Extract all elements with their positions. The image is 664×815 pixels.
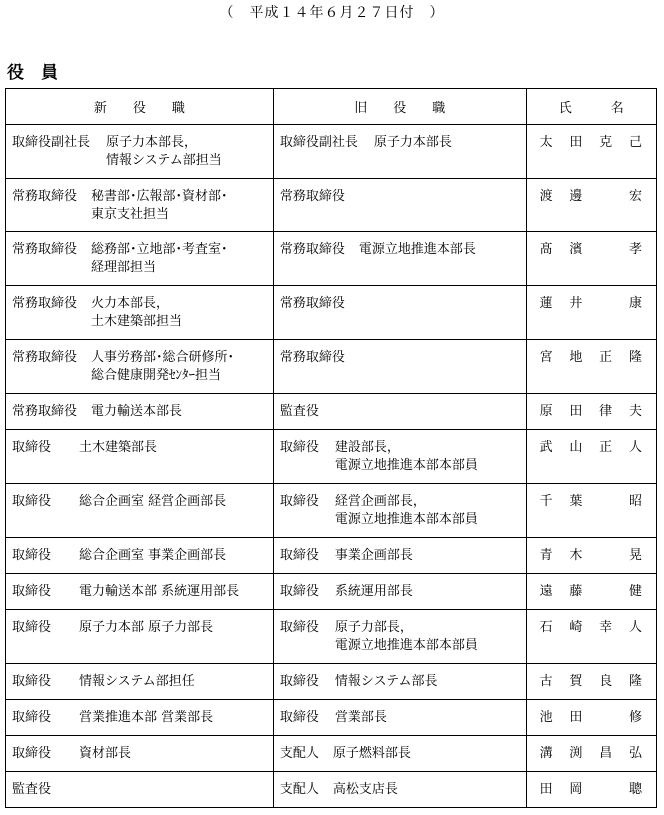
table-row (6, 484, 657, 538)
table-row (6, 286, 657, 340)
old-title: 常務取締役 (279, 296, 345, 311)
name-character: 聰 (628, 782, 642, 797)
table-row (6, 610, 657, 664)
old-department: 事業企画部長 (334, 548, 413, 563)
old-department (345, 349, 359, 367)
old-title: 取締役副社長 (279, 135, 358, 150)
name-character: 石 (539, 620, 553, 635)
name-character (599, 295, 612, 313)
name-character: 溝 (539, 746, 553, 761)
old-position-cell (273, 286, 526, 340)
new-title: 取締役 (12, 548, 52, 563)
name-character: 濱 (569, 242, 583, 257)
name-character: 蓮 (539, 296, 553, 311)
name-character: 青 (539, 548, 553, 563)
column-header-new-position: 新 役 職 (6, 89, 274, 125)
section-title: 役 員 (7, 63, 58, 83)
old-title: 取締役 (279, 548, 319, 563)
old-department (319, 403, 333, 421)
new-department: 営業推進本部 営業部長 (79, 710, 214, 725)
name-character (599, 781, 612, 799)
old-position-cell (273, 430, 526, 484)
old-department: 情報システム部長 (334, 674, 438, 689)
name-cell (526, 538, 656, 574)
name-character: 藤 (569, 584, 583, 599)
new-department: 秘書部･広報部･資材部･ 東京支社担当 (91, 189, 228, 222)
name-cell (526, 232, 656, 286)
old-department: 経営企画部長， 電源立地推進本部本部員 (334, 494, 478, 527)
new-title: 取締役 (12, 440, 52, 455)
new-department: 火力本部長， 土木建築部担当 (91, 296, 183, 329)
new-department: 電力輸送本部長 (91, 404, 183, 419)
name-cell (526, 772, 656, 808)
old-title: 取締役 (279, 620, 319, 635)
table-row (6, 700, 657, 736)
new-position-cell (6, 610, 274, 664)
name-character: 田 (569, 710, 583, 725)
name-character: 正 (599, 350, 613, 365)
announcement-date: （ 平成１４年６月２７日付 ） (219, 5, 445, 21)
old-title: 取締役 (279, 440, 319, 455)
name-character: 晃 (628, 548, 642, 563)
new-title: 取締役副社長 (12, 135, 91, 150)
name-character: 修 (628, 710, 642, 725)
name-character: 古 (539, 674, 553, 689)
name-cell (526, 610, 656, 664)
new-title: 監査役 (12, 782, 52, 797)
table-row (6, 736, 657, 772)
old-position-cell (273, 772, 526, 808)
table-header-row (6, 89, 657, 125)
name-character: 孝 (628, 242, 642, 257)
new-position-cell (6, 232, 274, 286)
old-title: 取締役 (279, 710, 319, 725)
new-department: 土木建築部長 (79, 440, 158, 455)
name-cell (526, 394, 656, 430)
name-character: 渡 (539, 189, 553, 204)
new-department: 人事労務部･総合研修所･ 総合健康開発ｾﾝﾀｰ担当 (91, 350, 235, 383)
name-character: 隆 (628, 350, 642, 365)
old-position-cell (273, 340, 526, 394)
new-position-cell (6, 340, 274, 394)
name-character: 井 (569, 296, 583, 311)
old-department: 系統運用部長 (334, 584, 413, 599)
new-position-cell (6, 772, 274, 808)
name-character: 崎 (569, 620, 583, 635)
new-position-cell (6, 125, 274, 179)
new-position-cell (6, 736, 274, 772)
old-position-cell (273, 484, 526, 538)
old-department: 原子力部長， 電源立地推進本部本部員 (334, 620, 478, 653)
old-position-cell (273, 394, 526, 430)
name-character (599, 241, 612, 259)
old-title: 取締役 (279, 584, 319, 599)
old-title: 取締役 (279, 674, 319, 689)
old-title: 支配人 (279, 746, 319, 761)
new-department: 総務部･立地部･考査室･ 経理部担当 (91, 242, 228, 275)
new-position-cell (6, 484, 274, 538)
name-character: 幸 (599, 620, 613, 635)
new-position-cell (6, 286, 274, 340)
new-title: 常務取締役 (12, 296, 78, 311)
new-title: 取締役 (12, 584, 52, 599)
personnel-table (5, 88, 657, 808)
old-position-cell (273, 664, 526, 700)
name-cell (526, 700, 656, 736)
name-character: 正 (599, 440, 613, 455)
column-header-name: 氏 名 (526, 89, 656, 125)
name-character: 邊 (569, 189, 583, 204)
new-position-cell (6, 700, 274, 736)
name-character: 田 (569, 404, 583, 419)
table-row (6, 232, 657, 286)
old-position-cell (273, 179, 526, 232)
name-character: 原 (539, 404, 553, 419)
name-cell (526, 125, 656, 179)
name-character: 己 (628, 135, 642, 150)
table-row (6, 340, 657, 394)
new-department: 総合企画室 経営企画部長 (79, 494, 227, 509)
new-department: 資材部長 (79, 746, 132, 761)
old-title: 取締役 (279, 494, 319, 509)
name-cell (526, 179, 656, 232)
old-position-cell (273, 232, 526, 286)
name-character: 賀 (569, 674, 583, 689)
name-character (599, 709, 612, 727)
new-title: 取締役 (12, 746, 52, 761)
table-row (6, 664, 657, 700)
new-title: 常務取締役 (12, 242, 78, 257)
name-character: 千 (539, 494, 553, 509)
name-character: 隆 (628, 674, 642, 689)
old-position-cell (273, 700, 526, 736)
new-department: 情報システム部担任 (79, 674, 195, 689)
old-position-cell (273, 610, 526, 664)
name-character: 田 (539, 782, 553, 797)
name-character: 太 (539, 135, 553, 150)
name-cell (526, 664, 656, 700)
new-position-cell (6, 430, 274, 484)
name-character: 宮 (539, 350, 553, 365)
name-character (599, 493, 612, 511)
new-position-cell (6, 574, 274, 610)
old-department: 建設部長， 電源立地推進本部本部員 (334, 440, 478, 473)
table-row (6, 430, 657, 484)
name-character: 遠 (539, 584, 553, 599)
name-character: 人 (628, 620, 642, 635)
old-department: 原子燃料部長 (332, 746, 411, 761)
new-position-cell (6, 664, 274, 700)
old-department (345, 188, 359, 206)
name-character: 昌 (599, 746, 613, 761)
name-cell (526, 340, 656, 394)
new-position-cell (6, 179, 274, 232)
old-department: 原子力本部長 (373, 135, 452, 150)
table-row (6, 394, 657, 430)
new-department (51, 781, 79, 799)
old-title: 常務取締役 (279, 242, 345, 257)
name-character: 山 (569, 440, 583, 455)
name-character: 木 (569, 548, 583, 563)
old-department (345, 295, 359, 313)
name-cell (526, 484, 656, 538)
name-character: 健 (628, 584, 642, 599)
new-title: 取締役 (12, 674, 52, 689)
new-title: 常務取締役 (12, 189, 78, 204)
new-department: 電力輸送本部 系統運用部長 (79, 584, 240, 599)
old-title: 常務取締役 (279, 350, 345, 365)
old-position-cell (273, 574, 526, 610)
new-title: 取締役 (12, 620, 52, 635)
name-character: 人 (628, 440, 642, 455)
name-character: 夫 (628, 404, 642, 419)
new-department: 原子力本部長， 情報システム部担当 (106, 135, 222, 168)
table-row (6, 772, 657, 808)
old-title: 常務取締役 (279, 189, 345, 204)
old-department: 営業部長 (334, 710, 387, 725)
name-cell (526, 430, 656, 484)
new-title: 取締役 (12, 494, 52, 509)
name-character: 髙 (539, 242, 553, 257)
name-character (599, 547, 612, 565)
name-character: 葉 (569, 494, 583, 509)
new-title: 取締役 (12, 710, 52, 725)
new-position-cell (6, 394, 274, 430)
column-header-old-position: 旧 役 職 (273, 89, 526, 125)
name-character: 律 (599, 404, 613, 419)
new-department: 総合企画室 事業企画部長 (79, 548, 227, 563)
table-row (6, 179, 657, 232)
new-title: 常務取締役 (12, 350, 78, 365)
name-character: 池 (539, 710, 553, 725)
name-character: 渕 (569, 746, 583, 761)
table-row (6, 538, 657, 574)
table-row (6, 125, 657, 179)
name-character: 武 (539, 440, 553, 455)
old-position-cell (273, 125, 526, 179)
name-character: 克 (599, 135, 613, 150)
name-character: 宏 (628, 189, 642, 204)
name-character: 地 (569, 350, 583, 365)
old-title: 支配人 (279, 782, 319, 797)
name-cell (526, 286, 656, 340)
new-title: 常務取締役 (12, 404, 78, 419)
name-character: 昭 (628, 494, 642, 509)
old-department: 電源立地推進本部長 (358, 242, 476, 257)
name-character: 康 (628, 296, 642, 311)
name-character: 良 (599, 674, 613, 689)
old-title: 監査役 (279, 404, 319, 419)
name-character: 田 (569, 135, 583, 150)
new-department: 原子力本部 原子力部長 (79, 620, 214, 635)
name-cell (526, 574, 656, 610)
name-character: 弘 (628, 746, 642, 761)
new-position-cell (6, 538, 274, 574)
old-position-cell (273, 538, 526, 574)
table-row (6, 574, 657, 610)
name-character: 岡 (569, 782, 583, 797)
old-position-cell (273, 736, 526, 772)
old-department: 高松支店長 (332, 782, 398, 797)
name-cell (526, 736, 656, 772)
name-character (599, 188, 612, 206)
name-character (599, 583, 612, 601)
